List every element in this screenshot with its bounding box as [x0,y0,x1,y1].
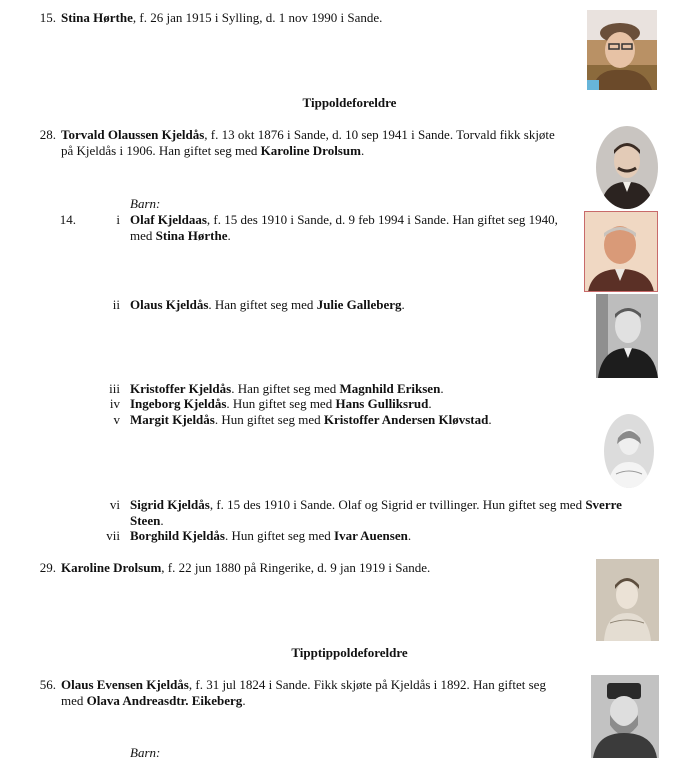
child-roman: v [113,412,120,427]
spouse-name: Magnhild Eriksen [339,381,441,396]
child-iii: Kristoffer Kjeldås. Han giftet seg med Magnhild Eriksen. [130,381,444,396]
spouse-name: Sverre [585,497,622,512]
child-vi-line1: Sigrid Kjeldås, f. 15 des 1910 i Sande. Olaf og Sigrid er tvillinger. Hun giftet seg med Sverre [130,497,622,512]
child-ii: Olaus Kjeldås. Han giftet seg med Julie Galleberg. [130,297,405,312]
photo-torvald-kjeldas [596,126,658,209]
photo-margit-kjeldas [604,414,654,488]
spouse-name: Kristoffer Andersen Kløvstad [323,412,489,427]
photo-karoline-drolsum [596,559,659,641]
entry-28-line1: Torvald Olaussen Kjeldås, f. 13 okt 1876 i Sande, d. 10 sep 1941 i Sande. Torvald fikk skjøte [61,127,555,142]
photo-olaf-kjeldaas [584,211,658,292]
entry-29: Karoline Drolsum, f. 22 jun 1880 på Ringerike, d. 9 jan 1919 i Sande. [61,560,431,575]
person-name: Stina Hørthe [61,10,133,25]
entry-number: 15. [39,10,56,25]
entry-56-line2: med Olava Andreasdtr. Eikeberg. [61,693,246,708]
person-name: Olaf Kjeldaas [130,212,207,227]
spouse-name: Hans Gulliksrud [335,396,429,411]
person-name: Borghild Kjeldås [130,528,225,543]
photo-olaus-kjeldas [596,294,658,378]
person-name: Ingeborg Kjeldås [130,396,227,411]
child-roman: vi [109,497,120,512]
child-vii: Borghild Kjeldås. Hun giftet seg med Ivar Auensen. [130,528,412,543]
spouse-name: Karoline Drolsum [260,143,361,158]
child-iv: Ingeborg Kjeldås. Hun giftet seg med Hans Gulliksrud. [130,396,432,411]
entry-number: 28. [39,127,56,142]
entry-15 [61,10,382,26]
child-v: Margit Kjeldås. Hun giftet seg med Kristoffer Andersen Kløvstad. [130,412,492,427]
photo-olaus-evensen [591,675,659,758]
child-roman: iii [109,381,120,396]
entry-number: 14. [59,212,76,227]
child-i-line1: Olaf Kjeldaas, f. 15 des 1910 i Sande, d. 9 feb 1994 i Sande. Han giftet seg 1940, [130,212,558,227]
entry-text: , f. 26 jan 1915 i Sylling, d. 1 nov 1990 i Sande. [132,10,383,25]
spouse-name: Julie Galleberg [316,297,402,312]
child-vi-line2: Steen. [130,513,164,528]
spouse-name: Steen [130,513,161,528]
children-label: Barn: [130,196,161,211]
child-roman: iv [109,396,120,411]
entry-number: 56. [39,677,56,692]
child-roman: ii [112,297,120,312]
person-name: Margit Kjeldås [130,412,215,427]
entry-28-line2: på Kjeldås i 1906. Han giftet seg med Karoline Drolsum. [61,143,365,158]
section-heading: Tipptippoldeforeldre [291,645,408,660]
person-name: Kristoffer Kjeldås [130,381,232,396]
person-name: Karoline Drolsum [61,560,162,575]
person-name: Olaus Evensen Kjeldås [61,677,189,692]
spouse-name: Stina Hørthe [155,228,228,243]
entry-56-line1: Olaus Evensen Kjeldås, f. 31 jul 1824 i Sande. Fikk skjøte på Kjeldås i 1892. Han giftet seg [61,677,546,692]
child-roman: vii [106,528,120,543]
person-name: Sigrid Kjeldås [130,497,210,512]
entry-number: 29. [39,560,56,575]
person-name: Olaus Kjeldås [130,297,209,312]
children-label: Barn: [130,745,161,760]
spouse-name: Olava Andreasdtr. Eikeberg [86,693,243,708]
person-name: Torvald Olaussen Kjeldås [61,127,205,142]
spouse-name: Ivar Auensen [334,528,408,543]
section-heading: Tippoldeforeldre [302,95,397,110]
child-i-line2: med Stina Hørthe. [130,228,231,243]
photo-stina-hoerthe [587,10,657,90]
child-roman: i [116,212,120,227]
